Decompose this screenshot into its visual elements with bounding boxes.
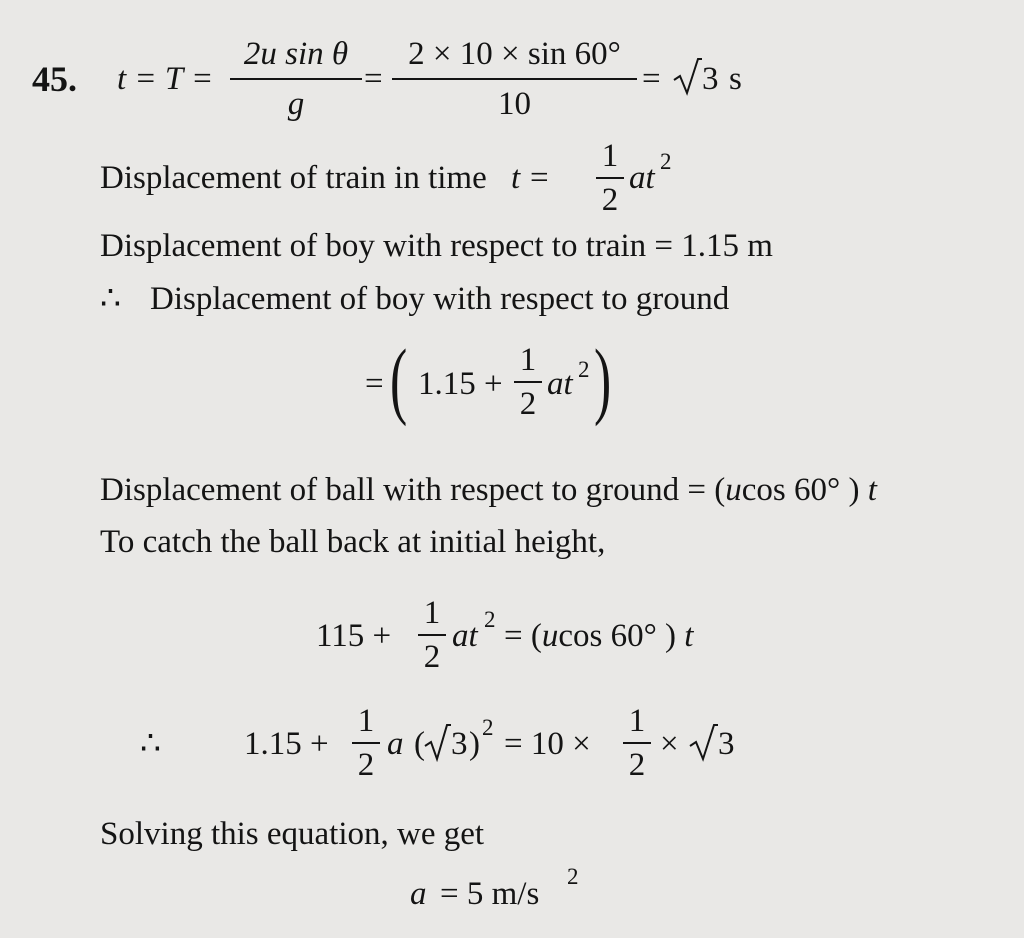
- time-lhs: t = T =: [117, 61, 214, 97]
- close-parenthesis: ): [594, 331, 612, 427]
- exponent: 2: [660, 149, 672, 174]
- expression-lead: 115 +: [316, 618, 392, 654]
- train-displacement-label: Displacement of train in time: [100, 160, 487, 196]
- equals-sign: =: [364, 61, 383, 97]
- sqrt-value: 3: [702, 61, 719, 97]
- exponent: 2: [567, 864, 579, 889]
- boy-ground-displacement-label: Displacement of boy with respect to ground: [150, 281, 730, 317]
- cos-term: cos 60° ): [558, 618, 677, 654]
- square-root-icon: [688, 722, 718, 762]
- open-paren: (: [414, 726, 425, 762]
- label-text: Displacement of ball with respect to ground = (: [100, 472, 726, 508]
- fraction-numerator: 1: [519, 342, 537, 378]
- time-unit: s: [729, 61, 742, 97]
- expression-lead: 1.15 +: [418, 366, 503, 402]
- acceleration-variable: a: [387, 726, 404, 762]
- problem-number: 45.: [32, 59, 77, 99]
- fraction-half: [352, 705, 380, 785]
- open-parenthesis: (: [390, 331, 408, 427]
- fraction-denominator: 2: [628, 747, 646, 783]
- fraction-denominator: 2: [423, 639, 441, 675]
- sqrt-value: 3: [718, 726, 735, 762]
- square-root-icon: [672, 56, 702, 96]
- fraction-numeric-substitution: [392, 38, 637, 128]
- ball-ground-displacement: [100, 474, 877, 507]
- fraction-numerator: 1: [628, 703, 646, 739]
- therefore-symbol: ∴: [140, 726, 161, 762]
- fraction-denominator: 2: [519, 386, 537, 422]
- fraction-bar: [352, 742, 380, 744]
- fraction-bar: [514, 381, 542, 383]
- equation-rhs: = 10 ×: [504, 726, 591, 762]
- equals-paren: = (: [504, 618, 542, 654]
- fraction-half: [514, 344, 542, 424]
- equation-rhs: [504, 620, 693, 653]
- fraction-numerator: 2 × 10 × sin 60°: [408, 36, 621, 72]
- fraction-bar: [230, 78, 362, 80]
- time-variable: t: [867, 472, 877, 508]
- boy-train-displacement: Displacement of boy with respect to train = 1.15 m: [100, 228, 773, 264]
- fraction-numerator: 1: [423, 595, 441, 631]
- fraction-denominator: 2: [357, 747, 375, 783]
- equals-sign: =: [530, 160, 549, 196]
- equals-sign: =: [642, 61, 661, 97]
- expression-at: at: [547, 366, 573, 402]
- fraction-numerator: 2u sin θ: [243, 36, 349, 72]
- fraction-denominator: 10: [498, 86, 531, 122]
- exponent: 2: [484, 607, 496, 632]
- expression-lead: 1.15 +: [244, 726, 329, 762]
- acceleration-variable: a: [410, 876, 427, 912]
- velocity-variable: u: [725, 472, 742, 508]
- fraction-half: [623, 705, 651, 785]
- fraction-numerator: 1: [601, 138, 619, 174]
- time-variable: t: [511, 160, 521, 196]
- close-paren: ): [469, 726, 480, 762]
- times-sign: ×: [660, 726, 679, 762]
- fraction-denominator: g: [287, 86, 305, 122]
- catch-condition-text: To catch the ball back at initial height,: [100, 524, 606, 560]
- fraction-half: [596, 140, 624, 220]
- sqrt-value: 3: [451, 726, 468, 762]
- acceleration-result: = 5 m/s: [440, 876, 540, 912]
- cos-term: cos 60° ): [741, 472, 860, 508]
- fraction-range-formula: [230, 38, 362, 128]
- fraction-bar: [418, 634, 446, 636]
- therefore-symbol: ∴: [100, 281, 121, 317]
- solving-text: Solving this equation, we get: [100, 816, 485, 852]
- exponent: 2: [482, 715, 494, 740]
- equals-sign: =: [365, 366, 384, 402]
- exponent: 2: [578, 357, 590, 382]
- time-variable: t: [684, 618, 694, 654]
- velocity-variable: u: [541, 618, 559, 654]
- expression-at: at: [452, 618, 478, 654]
- fraction-denominator: 2: [601, 182, 619, 218]
- expression-at: at: [629, 160, 655, 196]
- fraction-numerator: 1: [357, 703, 375, 739]
- fraction-half: [418, 597, 446, 677]
- square-root-icon: [423, 722, 451, 762]
- fraction-bar: [596, 177, 624, 179]
- fraction-bar: [623, 742, 651, 744]
- fraction-bar: [392, 78, 637, 80]
